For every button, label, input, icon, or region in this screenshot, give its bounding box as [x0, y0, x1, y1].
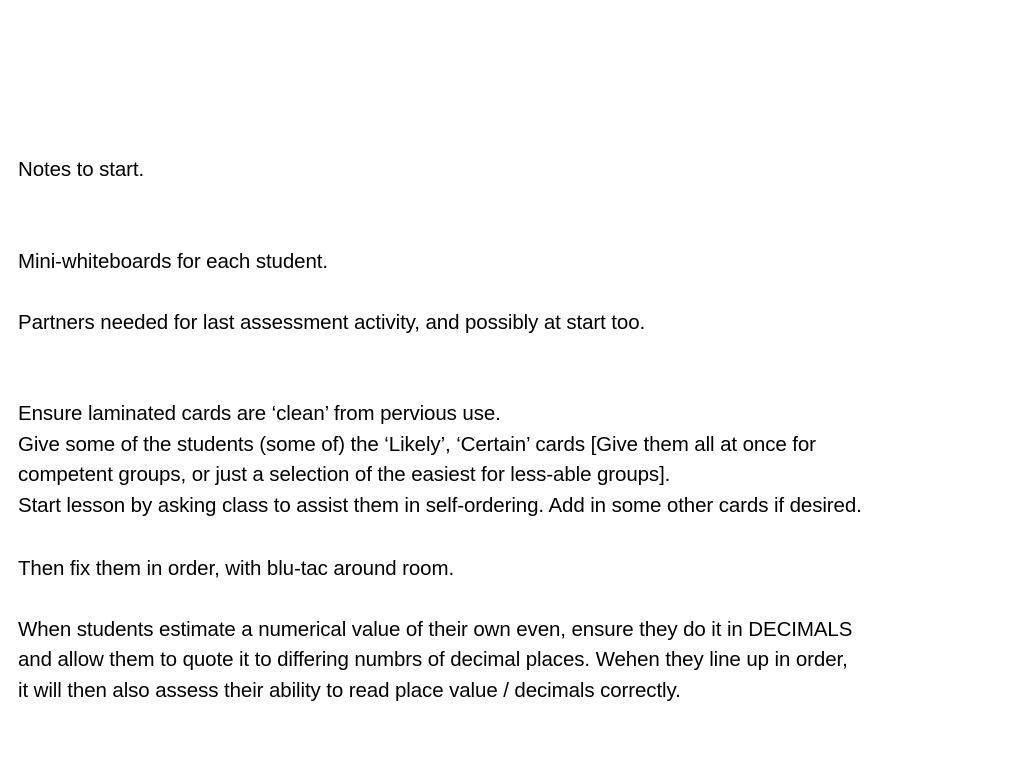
note-fix-order: Then fix them in order, with blu-tac around room.	[18, 557, 455, 580]
note-estimate-line-3: it will then also assess their ability to read place value / decimals correctly.	[18, 679, 681, 702]
note-estimate-line-1: When students estimate a numerical value of their own even, ensure they do it in DECIMALS	[18, 618, 853, 641]
note-give-cards-line-2: competent groups, or just a selection of the easiest for less-able groups].	[18, 463, 671, 486]
note-estimate-line-2: and allow them to quote it to differing numbrs of decimal places. Wehen they line up in order,	[18, 648, 848, 671]
note-whiteboards: Mini-whiteboards for each student.	[18, 250, 328, 273]
note-partners: Partners needed for last assessment activity, and possibly at start too.	[18, 311, 646, 334]
note-start-lesson: Start lesson by asking class to assist them in self-ordering. Add in some other cards if desired.	[18, 494, 862, 517]
notes-heading: Notes to start.	[18, 158, 145, 181]
note-give-cards-line-1: Give some of the students (some of) the ‘Likely’, ‘Certain’ cards [Give them all at once for	[18, 433, 816, 456]
note-laminated-cards: Ensure laminated cards are ‘clean’ from pervious use.	[18, 402, 501, 425]
